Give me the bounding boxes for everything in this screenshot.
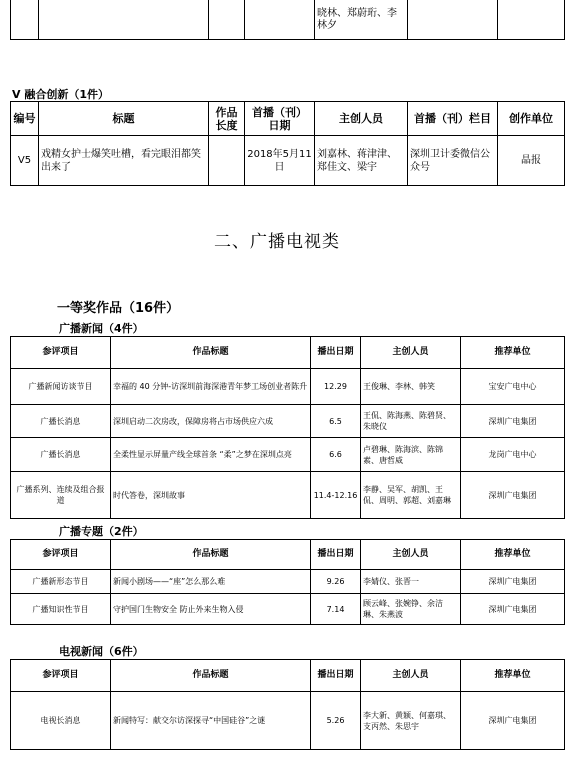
- col-header: 播出日期: [311, 540, 361, 570]
- table-row: [11, 405, 565, 438]
- first-prize-title: 一等奖作品（16件）: [57, 301, 180, 316]
- col-header: 播出日期: [311, 660, 361, 692]
- item-cell: 广播系列、连续及组合报道: [11, 472, 111, 519]
- title-cell: 戏精女护士爆笑吐槽，看完眼泪都笑出来了: [39, 136, 209, 186]
- col-header: 主创人员: [315, 102, 408, 136]
- length-cell: [209, 136, 245, 186]
- table-row: [11, 369, 565, 405]
- table-header-row: [11, 540, 565, 570]
- title-cell: 深圳启动二次房改，保障房将占市场供应六成: [111, 405, 311, 438]
- date-cell: 6.5: [311, 405, 361, 438]
- table-row: [11, 136, 565, 186]
- date-cell: 9.26: [311, 570, 361, 594]
- creators-cell: 卢碧琳、陈海滨、陈锦素、唐哲威: [361, 438, 461, 472]
- creators-cell: 晓林、郑蔚珩、李林夕: [315, 0, 408, 40]
- table-row: [11, 594, 565, 625]
- title-cell: 全柔性显示屏量产线全球首条 “柔”之梦在深圳点亮: [111, 438, 311, 472]
- date-cell: 6.6: [311, 438, 361, 472]
- col-header: 标题: [39, 102, 209, 136]
- unit-cell: 深圳广电集团: [461, 692, 565, 750]
- col-header: 主创人员: [361, 540, 461, 570]
- title-cell: 新闻小剧场——“座”怎么那么难: [111, 570, 311, 594]
- creators-cell: 李静、吴军、胡凯、王侃、周明、郭超、刘嘉琳: [361, 472, 461, 519]
- creators-cell: 王俊琳、李林、韩笑: [361, 369, 461, 405]
- unit-cell: 深圳广电集团: [461, 570, 565, 594]
- date-cell: 12.29: [311, 369, 361, 405]
- col-header: 推荐单位: [461, 540, 565, 570]
- unit-cell: 深圳广电集团: [461, 472, 565, 519]
- col-header: 编号: [11, 102, 39, 136]
- col-header: 作品标题: [111, 540, 311, 570]
- col-header: 创作单位: [498, 102, 565, 136]
- table-header-row: [11, 660, 565, 692]
- date-cell: 5.26: [311, 692, 361, 750]
- unit-cell: 宝安广电中心: [461, 369, 565, 405]
- table-row: [11, 472, 565, 519]
- creators-cell: 刘嘉林、蒋津津、郑佳文、梁宇: [315, 136, 408, 186]
- unit-cell: 龙岗广电中心: [461, 438, 565, 472]
- category-title: 二、广播电视类: [214, 232, 340, 252]
- unit-cell: 深圳广电集团: [461, 405, 565, 438]
- creators-cell: 李婧仪、张晋一: [361, 570, 461, 594]
- table-header-row: [11, 337, 565, 369]
- col-header: 首播（刊）日期: [245, 102, 315, 136]
- radio-feature-table: [10, 539, 565, 625]
- col-header: 参评项目: [11, 540, 111, 570]
- col-header: 主创人员: [361, 337, 461, 369]
- col-header: 首播（刊）栏目: [408, 102, 498, 136]
- item-cell: 广播知识性节目: [11, 594, 111, 625]
- col-header: 推荐单位: [461, 337, 565, 369]
- section-v-title: V 融合创新（1件）: [12, 88, 109, 101]
- item-cell: 广播新闻访谈节目: [11, 369, 111, 405]
- title-cell: 新闻特写：献交尔访深探寻“中国硅谷”之谜: [111, 692, 311, 750]
- col-header: 参评项目: [11, 337, 111, 369]
- group-title: 广播专题（2件）: [59, 525, 144, 538]
- col-header: 作品标题: [111, 337, 311, 369]
- group-title: 电视新闻（6件）: [59, 645, 144, 658]
- unit-cell: 晶报: [498, 136, 565, 186]
- item-cell: 广播长消息: [11, 405, 111, 438]
- table-header-row: [11, 102, 565, 136]
- date-cell: 2018年5月11日: [245, 136, 315, 186]
- column-cell: 深圳卫计委微信公众号: [408, 136, 498, 186]
- group-title: 广播新闻（4件）: [59, 322, 144, 335]
- unit-cell: 深圳广电集团: [461, 594, 565, 625]
- col-header: 作品标题: [111, 660, 311, 692]
- creators-cell: 顾云峰、张婉铮、余洁琳、朱燕波: [361, 594, 461, 625]
- col-header: 参评项目: [11, 660, 111, 692]
- col-header: 作品长度: [209, 102, 245, 136]
- table-row: [11, 692, 565, 750]
- title-cell: 时代答卷，深圳故事: [111, 472, 311, 519]
- item-cell: 广播长消息: [11, 438, 111, 472]
- continued-table: [10, 0, 565, 40]
- title-cell: 幸福的 40 分钟-访深圳前海深港青年梦工场创业者陈升: [111, 369, 311, 405]
- item-cell: 电视长消息: [11, 692, 111, 750]
- date-cell: 7.14: [311, 594, 361, 625]
- table-row: [11, 0, 565, 40]
- table-row: [11, 570, 565, 594]
- col-header: 推荐单位: [461, 660, 565, 692]
- code-cell: V5: [11, 136, 39, 186]
- creators-cell: 王侃、陈海燕、陈碧贤、朱晓仪: [361, 405, 461, 438]
- creators-cell: 李大新、黄颖、何嘉琪、支丙然、朱思宇: [361, 692, 461, 750]
- section-v-table: [10, 101, 565, 186]
- date-cell: 11.4-12.16: [311, 472, 361, 519]
- col-header: 播出日期: [311, 337, 361, 369]
- col-header: 主创人员: [361, 660, 461, 692]
- radio-news-table: [10, 336, 565, 519]
- tv-news-table: [10, 659, 565, 750]
- item-cell: 广播新形态节目: [11, 570, 111, 594]
- table-row: [11, 438, 565, 472]
- title-cell: 守护国门生物安全 防止外来生物入侵: [111, 594, 311, 625]
